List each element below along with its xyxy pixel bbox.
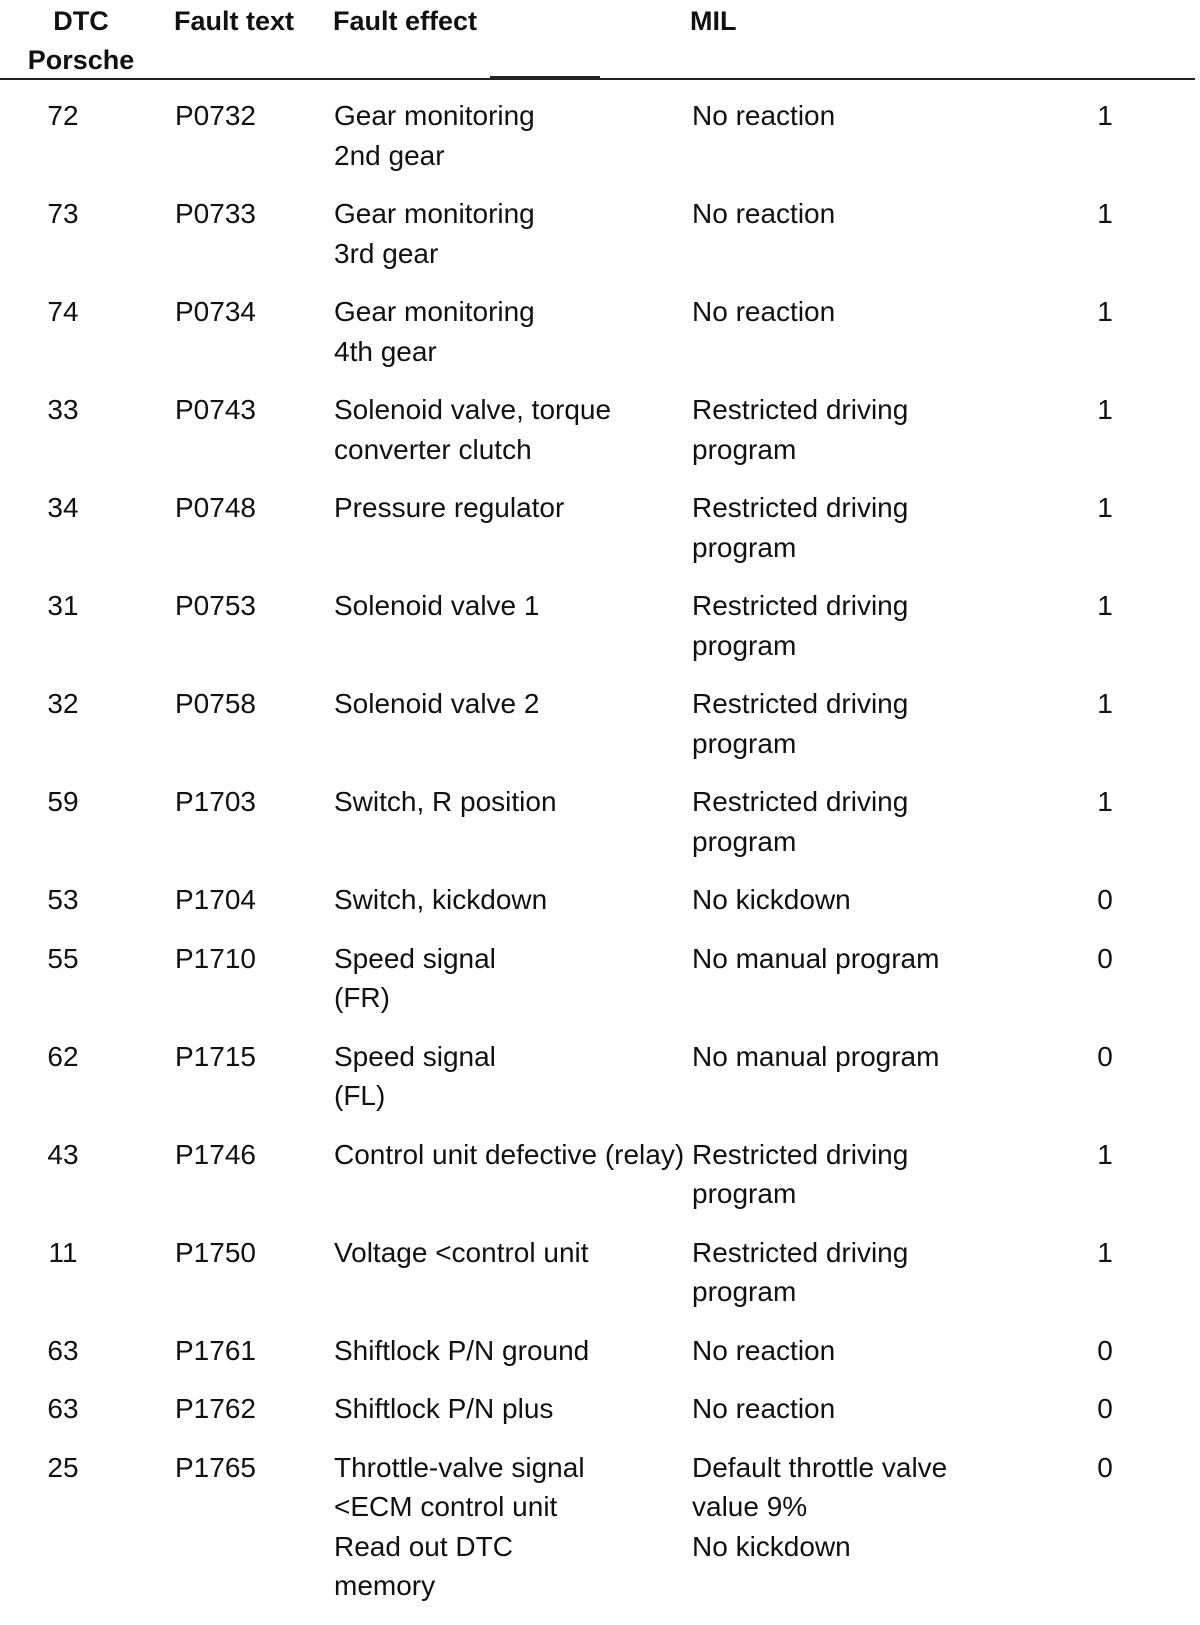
dtc-porsche-cell: 72	[47, 100, 79, 131]
mil-cell: 0	[1097, 942, 1113, 974]
fault-text-cell: Gear monitoring 3rd gear	[334, 198, 535, 269]
table-row	[0, 194, 1200, 292]
table-row	[0, 488, 1200, 586]
fault-code-cell: P1765	[175, 1451, 256, 1483]
fault-code-cell: P0748	[175, 492, 256, 523]
fault-code-cell: P1704	[175, 884, 256, 915]
fault-code-cell: P1703	[175, 786, 256, 817]
mil-cell: 1	[1097, 786, 1113, 817]
table-row	[0, 1233, 1200, 1331]
fault-code-cell: P0734	[175, 296, 256, 327]
table-row	[0, 880, 1200, 939]
fault-effect-cell: Default throttle valve value 9% No kickdown	[692, 1451, 948, 1562]
table-row	[0, 1331, 1200, 1390]
fault-effect-cell: Restricted driving program	[692, 1138, 909, 1209]
dtc-porsche-cell: 55	[47, 942, 79, 974]
dtc-porsche-cell: 59	[47, 786, 79, 817]
header-fault-effect: Fault effect	[333, 6, 478, 36]
mil-cell: 1	[1097, 688, 1113, 719]
fault-text-cell: Solenoid valve, torque converter clutch	[334, 394, 612, 465]
mil-cell: 0	[1097, 1393, 1113, 1424]
fault-effect-cell: Restricted driving program	[692, 492, 909, 563]
table-row	[0, 1389, 1200, 1448]
mil-cell: 0	[1097, 884, 1113, 915]
fault-text-cell: Switch, R position	[334, 786, 557, 817]
fault-effect-cell: No reaction	[692, 296, 836, 327]
fault-code-cell: P1750	[175, 1236, 256, 1268]
dtc-porsche-cell: 31	[47, 590, 79, 621]
fault-text-cell: Speed signal (FR)	[334, 942, 496, 1013]
table-row	[0, 1037, 1200, 1135]
header-dtc-porsche: DTC Porsche	[27, 6, 135, 75]
fault-text-cell: Throttle-valve signal <ECM control unit Read out DTC memory	[334, 1451, 585, 1601]
fault-text-cell: Switch, kickdown	[334, 884, 548, 915]
table-row	[0, 1448, 1200, 1625]
dtc-porsche-cell: 73	[47, 198, 79, 229]
mil-cell: 1	[1097, 296, 1113, 327]
fault-effect-cell: Restricted driving program	[692, 688, 909, 759]
fault-effect-cell: Restricted driving program	[692, 1236, 909, 1307]
mil-cell: 1	[1097, 100, 1113, 131]
mil-cell: 0	[1097, 1334, 1113, 1366]
fault-code-cell: P1761	[175, 1334, 256, 1366]
dtc-porsche-cell: 43	[47, 1138, 79, 1170]
fault-effect-cell: No reaction	[692, 100, 836, 131]
fault-text-cell: Speed signal (FL)	[334, 1040, 496, 1111]
table-row	[0, 586, 1200, 684]
table-body	[0, 96, 1200, 1625]
fault-effect-cell: No kickdown	[692, 884, 851, 915]
fault-effect-cell: Restricted driving program	[692, 394, 909, 465]
fault-code-cell: P1746	[175, 1138, 256, 1170]
dtc-porsche-cell: 11	[48, 1236, 78, 1268]
mil-cell: 1	[1097, 590, 1113, 621]
mil-cell: 0	[1097, 1040, 1113, 1072]
fault-effect-cell: No reaction	[692, 1393, 836, 1424]
fault-text-cell: Shiftlock P/N ground	[334, 1334, 590, 1366]
fault-code-cell: P0753	[175, 590, 256, 621]
mil-cell: 1	[1097, 1236, 1113, 1268]
fault-effect-cell: No manual program	[692, 942, 940, 974]
fault-text-cell: Pressure regulator	[334, 492, 565, 523]
fault-effect-cell: No reaction	[692, 1334, 836, 1366]
fault-text-cell: Solenoid valve 1	[334, 590, 540, 621]
fault-code-cell: P1762	[175, 1393, 256, 1424]
fault-text-cell: Voltage <control unit	[334, 1236, 589, 1268]
dtc-porsche-cell: 62	[47, 1040, 79, 1072]
table-row	[0, 96, 1200, 194]
dtc-porsche-cell: 25	[47, 1451, 79, 1483]
header-divider-accent	[490, 76, 600, 79]
fault-text-cell: Control unit defective (relay)	[334, 1138, 685, 1170]
mil-cell: 1	[1097, 198, 1113, 229]
fault-code-cell: P1710	[175, 942, 256, 974]
dtc-porsche-cell: 32	[47, 688, 79, 719]
table-row	[0, 390, 1200, 488]
table-row	[0, 939, 1200, 1037]
fault-text-cell: Gear monitoring 2nd gear	[334, 100, 535, 171]
mil-cell: 1	[1097, 394, 1113, 425]
fault-code-cell: P0733	[175, 198, 256, 229]
table-row	[0, 1135, 1200, 1233]
dtc-porsche-cell: 74	[47, 296, 79, 327]
header-fault-text: Fault text	[174, 6, 295, 36]
fault-text-cell: Gear monitoring 4th gear	[334, 296, 535, 367]
table-header	[0, 0, 1200, 80]
dtc-porsche-cell: 63	[47, 1334, 79, 1366]
fault-effect-cell: No manual program	[692, 1040, 940, 1072]
fault-effect-cell: No reaction	[692, 198, 836, 229]
dtc-porsche-cell: 53	[47, 884, 79, 915]
fault-code-cell: P0758	[175, 688, 256, 719]
header-mil: MIL	[690, 6, 737, 36]
fault-text-cell: Shiftlock P/N plus	[334, 1393, 554, 1424]
fault-code-cell: P1715	[175, 1040, 256, 1072]
dtc-porsche-cell: 63	[47, 1393, 79, 1424]
mil-cell: 1	[1097, 492, 1113, 523]
fault-code-cell: P0743	[175, 394, 256, 425]
fault-effect-cell: Restricted driving program	[692, 786, 909, 857]
mil-cell: 0	[1097, 1451, 1113, 1483]
table-row	[0, 684, 1200, 782]
dtc-porsche-cell: 33	[47, 394, 79, 425]
fault-code-cell: P0732	[175, 100, 256, 131]
fault-effect-cell: Restricted driving program	[692, 590, 909, 661]
mil-cell: 1	[1097, 1138, 1113, 1170]
fault-text-cell: Solenoid valve 2	[334, 688, 540, 719]
table-row	[0, 292, 1200, 390]
dtc-porsche-cell: 34	[47, 492, 79, 523]
table-row	[0, 782, 1200, 880]
